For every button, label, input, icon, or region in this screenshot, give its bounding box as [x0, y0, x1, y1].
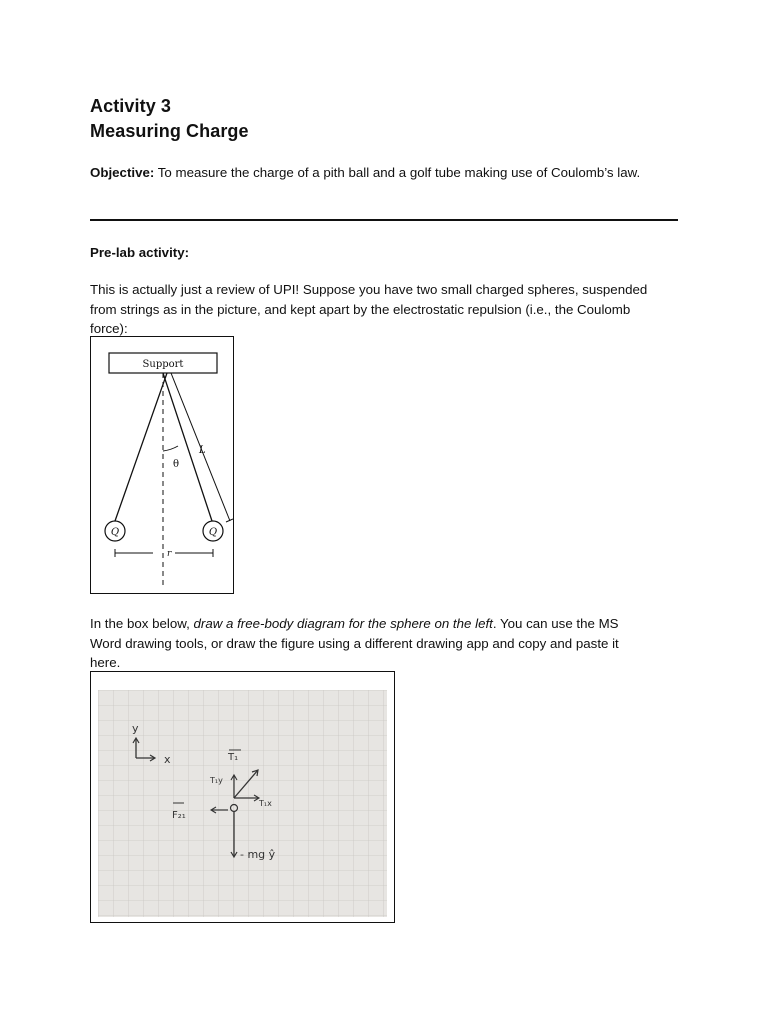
length-label: L	[199, 445, 206, 456]
objective-label: Objective:	[90, 165, 155, 180]
activity-number: Activity 3	[90, 96, 172, 116]
objective-text: To measure the charge of a pith ball and a golf tube making use of Coulomb’s law.	[154, 165, 641, 180]
angle-arc	[163, 446, 178, 451]
instruction-line1-start: In the box below,	[90, 616, 194, 631]
horizontal-rule	[90, 219, 678, 221]
support-label: Support	[142, 359, 184, 370]
gravity-label: - mg ŷ	[240, 848, 276, 861]
tension-x-label: T₁x	[259, 799, 272, 808]
tension-label: T₁	[228, 752, 239, 763]
instruction-paragraph	[90, 614, 680, 673]
right-sphere-label: Q	[208, 527, 218, 538]
prelab-intro-line2: from strings as in the picture, and kept apart by the electrostatic repulsion (i.e., the Coulomb	[90, 301, 631, 317]
pendulum-figure	[90, 336, 234, 594]
axis-y-label: y	[132, 722, 139, 735]
activity-title: Measuring Charge	[90, 121, 249, 141]
instruction-line1-end: . You can use the MS	[492, 616, 619, 631]
left-string	[115, 373, 167, 521]
instruction-line2: Word drawing tools, or draw the figure using a different drawing app and copy and paste it	[90, 635, 619, 651]
left-sphere-label: Q	[110, 527, 120, 538]
free-body-diagram-photo	[98, 690, 387, 917]
objective-paragraph	[90, 163, 680, 183]
prelab-intro-line3: force):	[90, 321, 128, 336]
tension-y-label: T₁y	[210, 776, 223, 785]
electric-force-label: F₂₁	[172, 810, 186, 821]
instruction-emphasis: draw a free-body diagram for the sphere on the left	[193, 616, 493, 631]
free-body-diagram-box	[90, 671, 395, 923]
axis-x-label: x	[164, 753, 171, 766]
instruction-line1	[90, 614, 680, 634]
prelab-intro	[90, 280, 680, 339]
angle-label: θ	[173, 459, 180, 470]
graph-paper-grid	[98, 690, 387, 917]
prelab-heading: Pre-lab activity:	[90, 245, 190, 260]
prelab-intro-line1: This is actually just a review of UPI! Suppose you have two small charged spheres, suspended	[90, 282, 648, 297]
instruction-line3: here.	[90, 655, 121, 670]
separation-label: r	[167, 549, 172, 559]
